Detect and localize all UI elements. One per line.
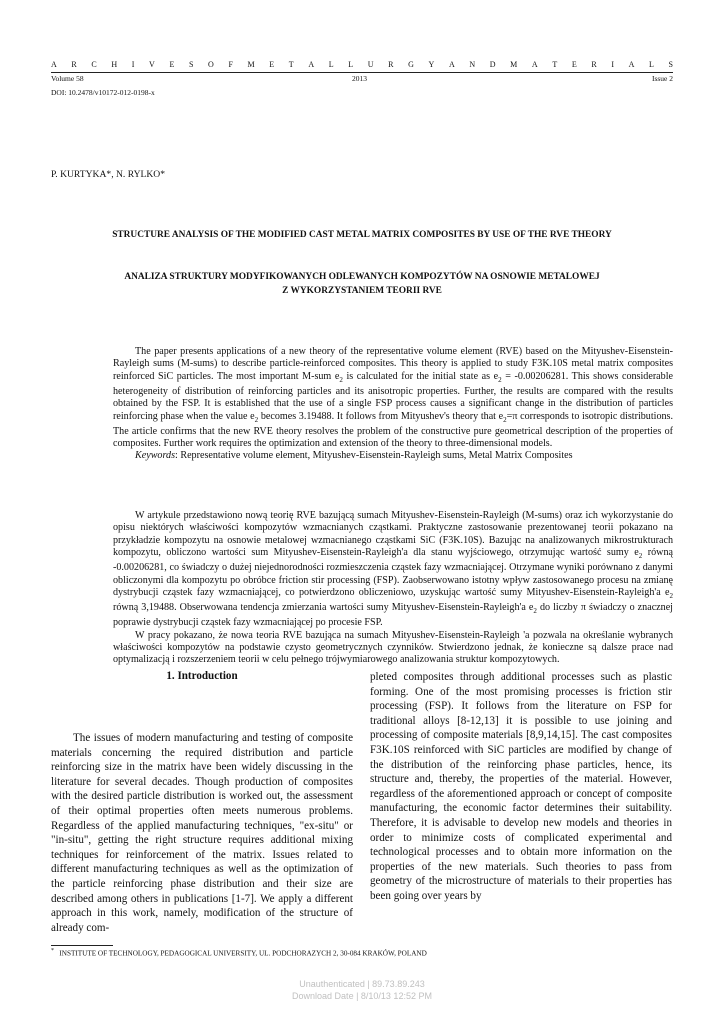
- journal-letter: L: [328, 60, 334, 69]
- journal-letter: S: [188, 60, 194, 69]
- body-column-right: [370, 670, 672, 904]
- journal-letter: V: [149, 60, 155, 69]
- journal-letter: D: [489, 60, 496, 69]
- title-english: STRUCTURE ANALYSIS OF THE MODIFIED CAST METAL MATRIX COMPOSITES BY USE OF THE RVE THEORY: [112, 230, 612, 240]
- journal-letter: R: [71, 60, 77, 69]
- year: 2013: [352, 74, 367, 83]
- journal-letter: Y: [428, 60, 435, 69]
- abstract-polish-paragraph-1: W artykule przedstawiono nową teorię RVE bazującą sumach Mityushev-Eisenstein-Rayleigh (M-sums) oraz ich wykorzystanie do opisu niektórych właściwości kompozytów wzmacnianych cząstkami. Praktyczne zastosowanie prezentowanej teorii pokazano na przykładzie kompozytu na osnowie metalowej wzmacnianego cząstkami SiC (F3K.10S). Bazując na analizowanych mikrostrukturach kompozytu, obliczono wartości sum Mityushev-Eisenstein-Rayleigh'a dla stanu wyjściowego, otrzymując wartość sumy $e_2$ równą -0.00206281, co świadczy o dużej niejednorodności rozmieszczenia cząstek fazy wzmacniającej. Otrzymane wyniki porównano z danymi obliczonymi dla kompozytu po obróbce friction stir processing (FSP). Zaobserwowano istotny wpływ zastosowanego procesu na zmianę dystrybucji cząstek fazy wzmacniającej, co potwierdzono obliczeniowo, uzyskując wartość sumy Mityushev-Eisenstein-Rayleigh'a $e_2$ równą 3,19488. Obserwowana tendencja zmierzania wartości sumy Mityushev-Eisenstein-Rayleigh'a $e_2$ do liczby π świadczy o znacznej poprawie dystrybucji cząstek fazy wzmacniającej po procesie FSP.: [113, 510, 674, 629]
- body-column-left: [51, 731, 353, 935]
- journal-letter: A: [531, 60, 538, 69]
- body-paragraph: The issues of modern manufacturing and testing of composite materials concerning the required distribution and particle reinforcing size in the matrix have been widely discussing in the literature for several decades. Though production of composites with the desired particle distribution is worked out, the assessment of their optimal properties often meets numerous problems. Regardless of the applied manufacturing techniques, "ex-situ" or "in-situ", getting the right structure requires additional mixing techniques for reinforcement of the matrix. Issues related to different manufacturing techniques as well as the optimization of the particle reinforcing phase distribution and their size are described among others in publications [1-7]. We apply a different approach in this work, namely, modification of the structure of already com-: [51, 732, 353, 934]
- journal-letter: A: [51, 60, 57, 69]
- journal-letter: T: [552, 60, 558, 69]
- title-polish-line1: ANALIZA STRUKTURY MODYFIKOWANYCH ODLEWANYCH KOMPOZYTÓW NA OSNOWIE METALOWEJ: [124, 272, 600, 282]
- journal-letter: I: [611, 60, 614, 69]
- journal-letter: L: [649, 60, 654, 69]
- journal-letter: T: [288, 60, 294, 69]
- volume: Volume 58: [51, 74, 84, 83]
- watermark-line2: Download Date | 8/10/13 12:52 PM: [292, 991, 432, 1001]
- abstract: [113, 346, 673, 463]
- journal-letter: E: [269, 60, 275, 69]
- title-polish: [51, 270, 673, 298]
- journal-letter: O: [208, 60, 214, 69]
- abstract-paragraph: The paper presents applications of a new theory of the representative volume element (RVE) based on the Mityushev-Eisenstein-Rayleigh sums (M-sums) to describe particle-reinforced composites. This theory is applied to study F3K.10S metal matrix composites reinforced SiC particles. The most important M-sum $e_2$ is calculated for the initial state as $e_2 = -0.00206281$. This shows considerable heterogeneity of distribution of reinforcing particles and its anisotropic properties. Further, the results are compared with the results obtained by the FSP. It is established that the use of a single FSP process causes a significant change in the distribution of particles reinforcing phase when the value $e_2$ becomes 3.19488. It follows from Mityushev's theory that $e_2=\pi$ corresponds to isotropic distributions. The article confirms that the new RVE theory resolves the problem of the constructive pure geometrical description of the properties of composites. Further work requires the optimization and extension of the theory to three-dimensional models.: [113, 346, 673, 450]
- body-paragraph: pleted composites through additional processes such as plastic forming. One of the most promising processes is friction stir processing (FSP). It follows from the literature on FSP for traditional alloys [8-12,13] it is possible to use joining and processing of composite materials [8,9,14,15]. The cast composites F3K.10S reinforced with SiC particles are modified by change of the distribution of the reinforcing phase particles, hence, its structure and, thereby, the properties of the material. However, regardless of the aforementioned approach or concept of composite manufacturing, the economic factor determines their suitability. Therefore, it is advisable to develop new models and theories in order to minimize costs of complicated experimental and technological processes and to obtain more information on the properties of the new materials. Such theories to pass from geometry of the microstructure of materials to their properties has been going over years by: [370, 671, 672, 902]
- header-rule: [51, 72, 673, 73]
- journal-letter: H: [111, 60, 118, 69]
- journal-letter: U: [367, 60, 374, 69]
- issue: Issue 2: [651, 74, 673, 83]
- footnote: * INSTITUTE OF TECHNOLOGY, PEDAGOGICAL UNIVERSITY, UL. PODCHORAZYCH 2, 30-084 KRAKÓW, POLAND: [51, 948, 427, 958]
- journal-letter: R: [388, 60, 394, 69]
- journal-letter: I: [131, 60, 135, 69]
- title-polish-line2: Z WYKORZYSTANIEM TEORII RVE: [282, 286, 442, 296]
- journal-letter: L: [348, 60, 354, 69]
- journal-letter: G: [408, 60, 414, 69]
- journal-letter: E: [571, 60, 577, 69]
- journal-letter: R: [591, 60, 597, 69]
- abstract-polish: [113, 510, 673, 667]
- abstract-polish-paragraph-2: W pracy pokazano, że nowa teoria RVE bazująca na sumach Mityushev-Eisenstein-Rayleigh 'a pozwala na określanie wybranych właściwości kompozytów na podstawie czysto geometrycznych czynników. Stwierdzono jednak, że konieczne są dalsze prace nad optymalizacją i rozszerzeniem teorii w celu pełnego trójwymiarowego analizowania struktur kompozytowych.: [113, 629, 673, 666]
- journal-letter: E: [169, 60, 175, 69]
- doi: DOI: 10.2478/v10172-012-0198-x: [51, 88, 155, 97]
- journal-letter: A: [628, 60, 635, 69]
- journal-letter: M: [247, 60, 255, 69]
- journal-letter: M: [510, 60, 518, 69]
- journal-letter: N: [469, 60, 476, 69]
- section-heading: 1. Introduction: [166, 670, 238, 682]
- journal-letter: S: [668, 60, 673, 69]
- journal-letter: F: [228, 60, 233, 69]
- footnote-rule: [51, 945, 113, 946]
- journal-title: [51, 60, 673, 69]
- journal-letter: C: [91, 60, 97, 69]
- authors: P. KURTYKA*, N. RYLKO*: [51, 169, 166, 180]
- journal-letter: A: [448, 60, 455, 69]
- journal-letter: A: [308, 60, 315, 69]
- watermark-line1: Unauthenticated | 89.73.89.243: [299, 979, 425, 989]
- keywords: Keywords: Representative volume element, Mityushev-Eisenstein-Rayleigh sums, Metal Matrix Composites: [135, 450, 573, 462]
